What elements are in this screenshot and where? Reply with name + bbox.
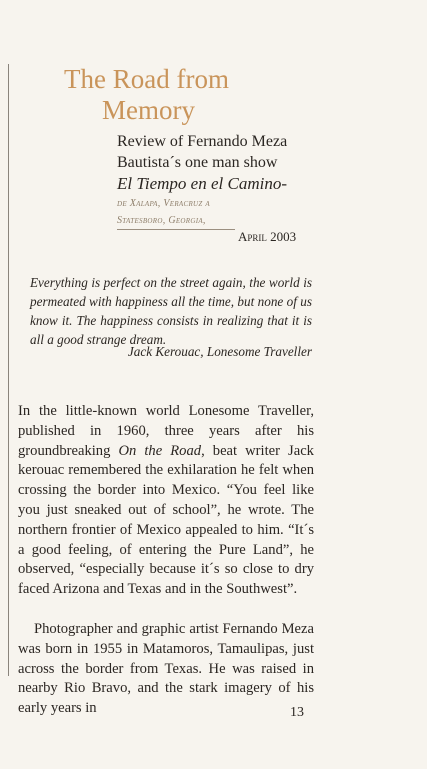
epigraph-quote: Everything is perfect on the street again, the world is permeated with happiness all the time, but none of us know it. The happiness consists in realizing that it is all a good strange dream. [30, 275, 312, 347]
title-line-1: The Road from [64, 64, 229, 94]
paragraph-1 [18, 402, 314, 600]
subtitle-line-1: Review of Fernando Meza [117, 133, 288, 150]
paragraph-1-end: , beat writer Jack kerouac remembered the exhilaration he felt when crossing the border into Mexico. “You feel like you just sneaked out of school”, he wrote. The northern frontier of Mexico appealed to him. “It´s a good feeling, of entering the Pure Land”, he observed, “especially because it´s so close to dry faced Arizona and Texas and in the Southwest”. [18, 442, 314, 598]
paragraph-2: Photographer and graphic artist Fernando Meza was born in 1955 in Matamoros, Tamaulipas, just across the border from Texas. He was raised in nearby Rio Bravo, and the stark imagery of his early years in [18, 620, 314, 717]
article-body [18, 402, 314, 739]
article-title [64, 64, 229, 126]
page-number: 13 [290, 705, 304, 720]
title-line-2: Memory [102, 95, 195, 125]
location-line-1: de Xalapa, Veracruz a [117, 198, 210, 209]
work-title: El Tiempo en el Camino- [117, 174, 287, 193]
date-rule [117, 229, 235, 230]
review-date: April 2003 [238, 229, 297, 244]
paragraph-1-start: In the little-known world Lonesome Traveller, published in 1960, three years after his groundbreaking [18, 403, 314, 459]
epigraph-attribution: Jack Kerouac, Lonesome Traveller [127, 344, 312, 359]
article-subtitle [117, 131, 327, 194]
book-title-on-the-road: On the Road [118, 442, 202, 459]
subtitle-line-2: Bautista´s one man show [117, 154, 278, 171]
show-location [117, 195, 210, 229]
location-line-2: Statesboro, Georgia, [117, 215, 206, 226]
margin-rule [8, 64, 9, 676]
